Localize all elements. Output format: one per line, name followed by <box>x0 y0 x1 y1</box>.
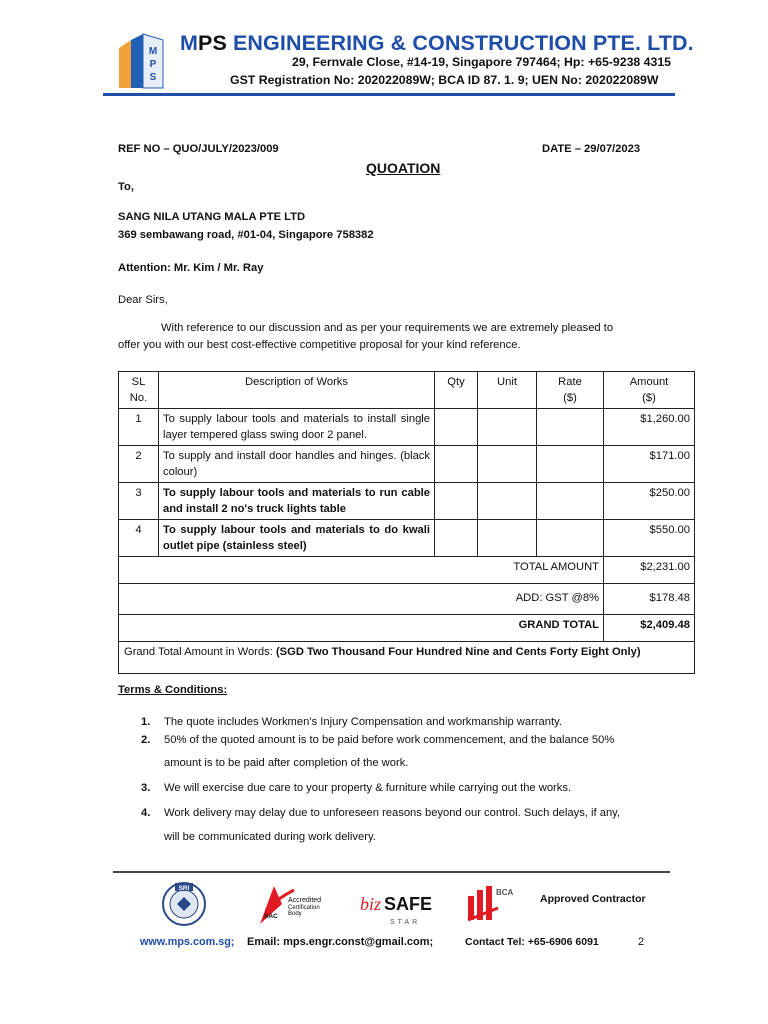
footer-website[interactable]: www.mps.com.sg; <box>140 936 235 948</box>
row-unit <box>478 483 537 520</box>
row-amount: $171.00 <box>604 446 695 483</box>
to-line: To, <box>118 181 134 193</box>
bizsafe-star-icon <box>360 894 432 926</box>
row-sl: 3 <box>119 483 159 520</box>
row-sl: 4 <box>119 520 159 557</box>
amount-in-words <box>119 642 695 674</box>
company-address: 29, Fernvale Close, #14-19, Singapore 797464; Hp: +65-9238 4315 <box>292 55 672 69</box>
row-rate <box>537 409 604 446</box>
bca-icon <box>468 886 514 920</box>
row-sl: 1 <box>119 409 159 446</box>
page-number: 2 <box>638 936 645 948</box>
bizsafe-biz-text: biz <box>360 894 382 914</box>
table-row <box>119 483 695 520</box>
header-divider <box>103 93 675 96</box>
row-unit <box>478 520 537 557</box>
footer-divider <box>113 871 670 873</box>
row-amount: $250.00 <box>604 483 695 520</box>
gst-label: ADD: GST @8% <box>119 584 604 615</box>
header-unit: Unit <box>478 372 537 409</box>
row-qty <box>435 483 478 520</box>
client-name: SANG NILA UTANG MALA PTE LTD <box>118 211 306 223</box>
row-description: To supply labour tools and materials to install single layer tempered glass swing door 2 panel. <box>159 409 435 446</box>
grand-total-row <box>119 615 695 642</box>
total-row <box>119 557 695 584</box>
term-text: Work delivery may delay due to unforeseen reasons beyond our control. Such delays, if any, <box>164 807 621 819</box>
quotation-table <box>118 371 695 674</box>
bca-label: BCA <box>496 888 514 897</box>
term-text-continued: amount is to be paid after completion of the work. <box>164 757 409 769</box>
sri-seal-icon <box>163 883 205 925</box>
amount-in-words-row <box>119 642 695 674</box>
gst-value: $178.48 <box>604 584 695 615</box>
row-unit <box>478 446 537 483</box>
logo-letter-p: P <box>149 59 157 70</box>
words-value: (SGD Two Thousand Four Hundred Nine and Cents Forty Eight Only) <box>275 646 641 658</box>
logo-letter-m: M <box>148 46 158 57</box>
footer-email[interactable]: Email: mps.engr.const@gmail.com; <box>247 936 434 948</box>
sac-text-2: Certification <box>288 905 320 911</box>
row-unit <box>478 409 537 446</box>
term-text: The quote includes Workmen’s Injury Compensation and workmanship warranty. <box>164 716 562 728</box>
row-rate <box>537 520 604 557</box>
company-logo <box>115 30 171 90</box>
company-name: MPS ENGINEERING & CONSTRUCTION PTE. LTD. <box>180 31 694 55</box>
term-number: 3. <box>141 782 151 794</box>
row-amount: $1,260.00 <box>604 409 695 446</box>
term-text-continued: will be communicated during work delivery. <box>164 831 376 843</box>
table-row <box>119 446 695 483</box>
document-date: DATE – 29/07/2023 <box>542 143 641 155</box>
total-label: TOTAL AMOUNT <box>119 557 604 584</box>
table-row <box>119 520 695 557</box>
row-description: To supply labour tools and materials to run cable and install 2 no's truck lights table <box>159 483 435 520</box>
grand-total-value: $2,409.48 <box>604 615 695 642</box>
document-title: QUOATION <box>366 160 441 176</box>
term-text: 50% of the quoted amount is to be paid before work commencement, and the balance 50% <box>164 734 615 746</box>
header-qty: Qty <box>435 372 478 409</box>
row-description: To supply labour tools and materials to do kwali outlet pipe (stainless steel) <box>159 520 435 557</box>
row-qty <box>435 520 478 557</box>
logo-letter-s: S <box>149 72 157 83</box>
term-number: 4. <box>141 807 151 819</box>
header-rate: Rate ($) <box>537 372 604 409</box>
header-amount: Amount ($) <box>604 372 695 409</box>
bizsafe-star-text: STAR <box>390 919 421 926</box>
terms-title: Terms & Conditions: <box>118 684 228 696</box>
sac-label: SAC <box>264 913 278 920</box>
term-text: We will exercise due care to your property & furniture while carrying out the works. <box>164 782 572 794</box>
sac-text-1: Accredited <box>288 897 322 904</box>
grand-total-label: GRAND TOTAL <box>119 615 604 642</box>
company-registration: GST Registration No: 202022089W; BCA ID 87. 1. 9; UEN No: 202022089W <box>230 73 659 87</box>
attention-line: Attention: Mr. Kim / Mr. Ray <box>118 262 264 274</box>
table-row <box>119 409 695 446</box>
salutation: Dear Sirs, <box>118 294 168 306</box>
header-sl: SL No. <box>119 372 159 409</box>
client-address: 369 sembawang road, #01-04, Singapore 758382 <box>118 229 374 241</box>
term-number: 2. <box>141 734 151 746</box>
sri-label: SRI <box>178 885 190 892</box>
words-label: Grand Total Amount in Words: <box>124 646 276 658</box>
approved-contractor-label: Approved Contractor <box>540 893 646 905</box>
total-value: $2,231.00 <box>604 557 695 584</box>
header-description: Description of Works <box>159 372 435 409</box>
footer-contact-tel: Contact Tel: +65-6906 6091 <box>465 936 599 948</box>
sac-text-3: Body <box>288 911 302 917</box>
term-number: 1. <box>141 716 151 728</box>
row-sl: 2 <box>119 446 159 483</box>
row-amount: $550.00 <box>604 520 695 557</box>
gst-row <box>119 584 695 615</box>
table-header-row <box>119 372 695 409</box>
row-rate <box>537 483 604 520</box>
row-qty <box>435 446 478 483</box>
row-description: To supply and install door handles and hinges. (black colour) <box>159 446 435 483</box>
intro-paragraph-line-2: offer you with our best cost-effective competitive proposal for your kind reference. <box>118 339 521 351</box>
bizsafe-safe-text: SAFE <box>384 894 433 914</box>
intro-paragraph-line-1: With reference to our discussion and as per your requirements we are extremely pleased to <box>161 322 614 334</box>
row-qty <box>435 409 478 446</box>
reference-number: REF NO – QUO/JULY/2023/009 <box>118 143 279 155</box>
sac-accreditation-icon <box>260 886 321 924</box>
row-rate <box>537 446 604 483</box>
